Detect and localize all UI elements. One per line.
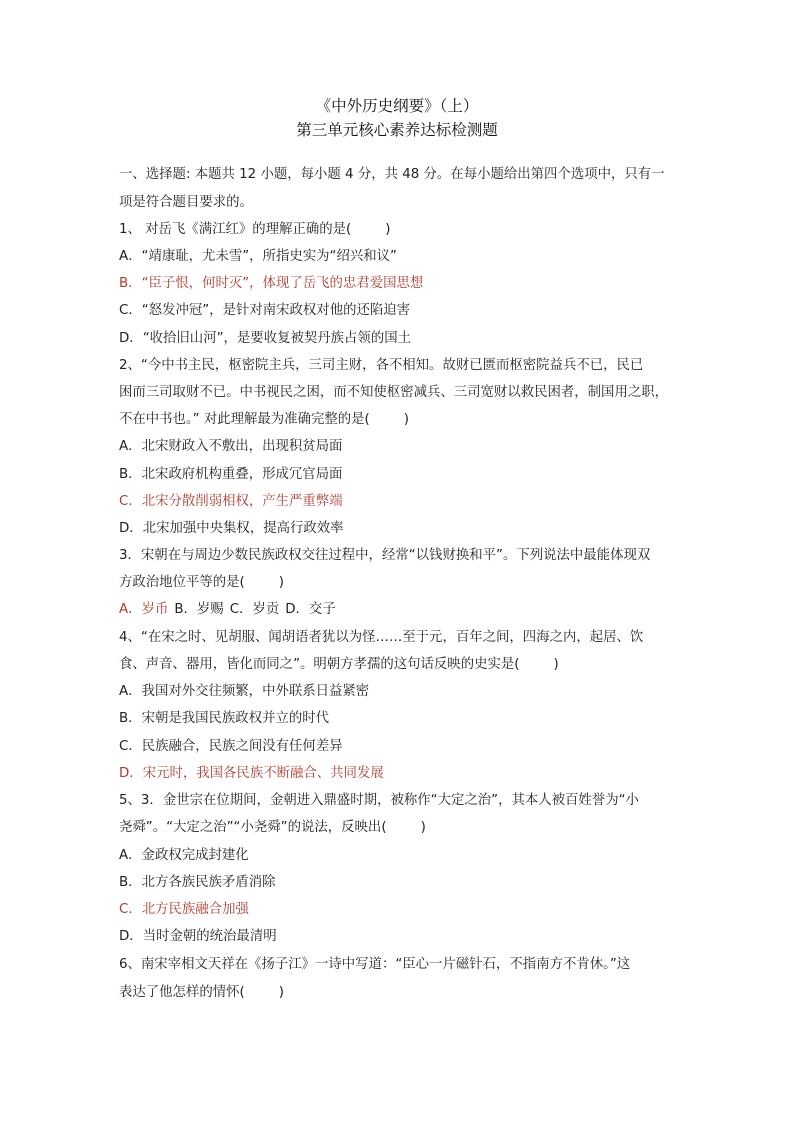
question-1-option-c: C．“怒发冲冠”，是针对南宋政权对他的还陷迫害 <box>119 303 411 318</box>
question-3-option-a-answer: A．岁币 <box>119 602 169 617</box>
question-2-stem: 2、“今中书主民，枢密院主兵，三司主财，各不相知。故财已匮而枢密院益兵不已，民已 <box>119 358 644 373</box>
question-3-option-b: B．岁赐 <box>174 602 224 617</box>
question-4-stem: 食、声音、器用，皆化而同之”。明朝方孝孺的这句话反映的史实是( ) <box>119 657 559 672</box>
question-5-stem: 尧舜”。“大定之治”“小尧舜”的说法，反映出( ) <box>119 820 426 835</box>
question-1-option-a: A．“靖康耻，尤未雪”，所指史实为“绍兴和议” <box>119 249 397 264</box>
question-5-option-c-answer: C．北方民族融合加强 <box>119 902 249 917</box>
question-4-option-d-answer: D．宋元时，我国各民族不断融合、共同发展 <box>119 766 384 781</box>
question-2-stem: 困而三司取财不已。中书视民之困，而不知使枢密减兵、三司宽财以救民困者，制国用之职， <box>119 385 669 400</box>
question-2-option-a: A．北宋财政入不敷出，出现积贫局面 <box>119 439 343 454</box>
question-1-stem: 1、 对岳飞《满江红》的理解正确的是( ) <box>119 222 391 237</box>
question-3-stem: 3．宋朝在与周边少数民族政权交往过程中，经常“以钱财换和平”。下列说法中最能体现双 <box>119 548 651 563</box>
question-1-option-d: D．“收拾旧山河”，是要收复被契丹族占领的国土 <box>119 331 411 346</box>
question-5-option-a: A．金政权完成封建化 <box>119 848 249 863</box>
document-subtitle: 第三单元核心素养达标检测题 <box>296 121 498 139</box>
question-3-stem: 方政治地位平等的是( ) <box>119 575 284 590</box>
question-3-option-c: C．岁贡 <box>229 602 280 617</box>
question-4-option-a: A．我国对外交往频繁，中外联系日益紧密 <box>119 684 370 699</box>
question-6-stem: 表达了他怎样的情怀( ) <box>119 985 284 1000</box>
question-2-option-b: B．北宋政府机构重叠，形成冗官局面 <box>119 467 343 482</box>
section-intro-line: 一、选择题: 本题共 12 小题，每小题 4 分，共 48 分。在每小题给出第四个选项中，只有一 <box>119 167 665 182</box>
question-4-stem: 4、“在宋之时、见胡服、闻胡语者犹以为怪……至于元，百年之间，四海之内，起居、饮 <box>119 630 644 645</box>
question-2-stem: 不在中书也。” 对此理解最为准确完整的是( ) <box>119 412 409 427</box>
question-3-option-d: D．交子 <box>285 602 336 617</box>
section-intro-line: 项是符合题目要求的。 <box>119 195 253 210</box>
question-4-option-c: C．民族融合，民族之间没有任何差异 <box>119 739 343 754</box>
document-title: 《中外历史纲要》（上） <box>315 97 479 115</box>
question-5-option-d: D．当时金朝的统治最清明 <box>119 929 277 944</box>
question-6-stem: 6、南宋宰相文天祥在《扬子江》一诗中写道：“臣心一片磁针石，不指南方不肯休。”这 <box>119 957 631 972</box>
question-2-option-c-answer: C．北宋分散削弱相权，产生严重弊端 <box>119 494 343 509</box>
question-2-option-d: D．北宋加强中央集权，提高行政效率 <box>119 521 344 536</box>
question-5-stem: 5、3．金世宗在位期间，金朝进入鼎盛时期，被称作“大定之治”，其本人被百姓誉为“小 <box>119 793 639 808</box>
question-5-option-b: B．北方各族民族矛盾消除 <box>119 875 276 890</box>
question-4-option-b: B．宋朝是我国民族政权并立的时代 <box>119 711 330 726</box>
question-3-options <box>119 601 336 619</box>
question-1-option-b-answer: B．“臣子恨，何时灭”，体现了岳飞的忠君爱国思想 <box>119 276 424 291</box>
